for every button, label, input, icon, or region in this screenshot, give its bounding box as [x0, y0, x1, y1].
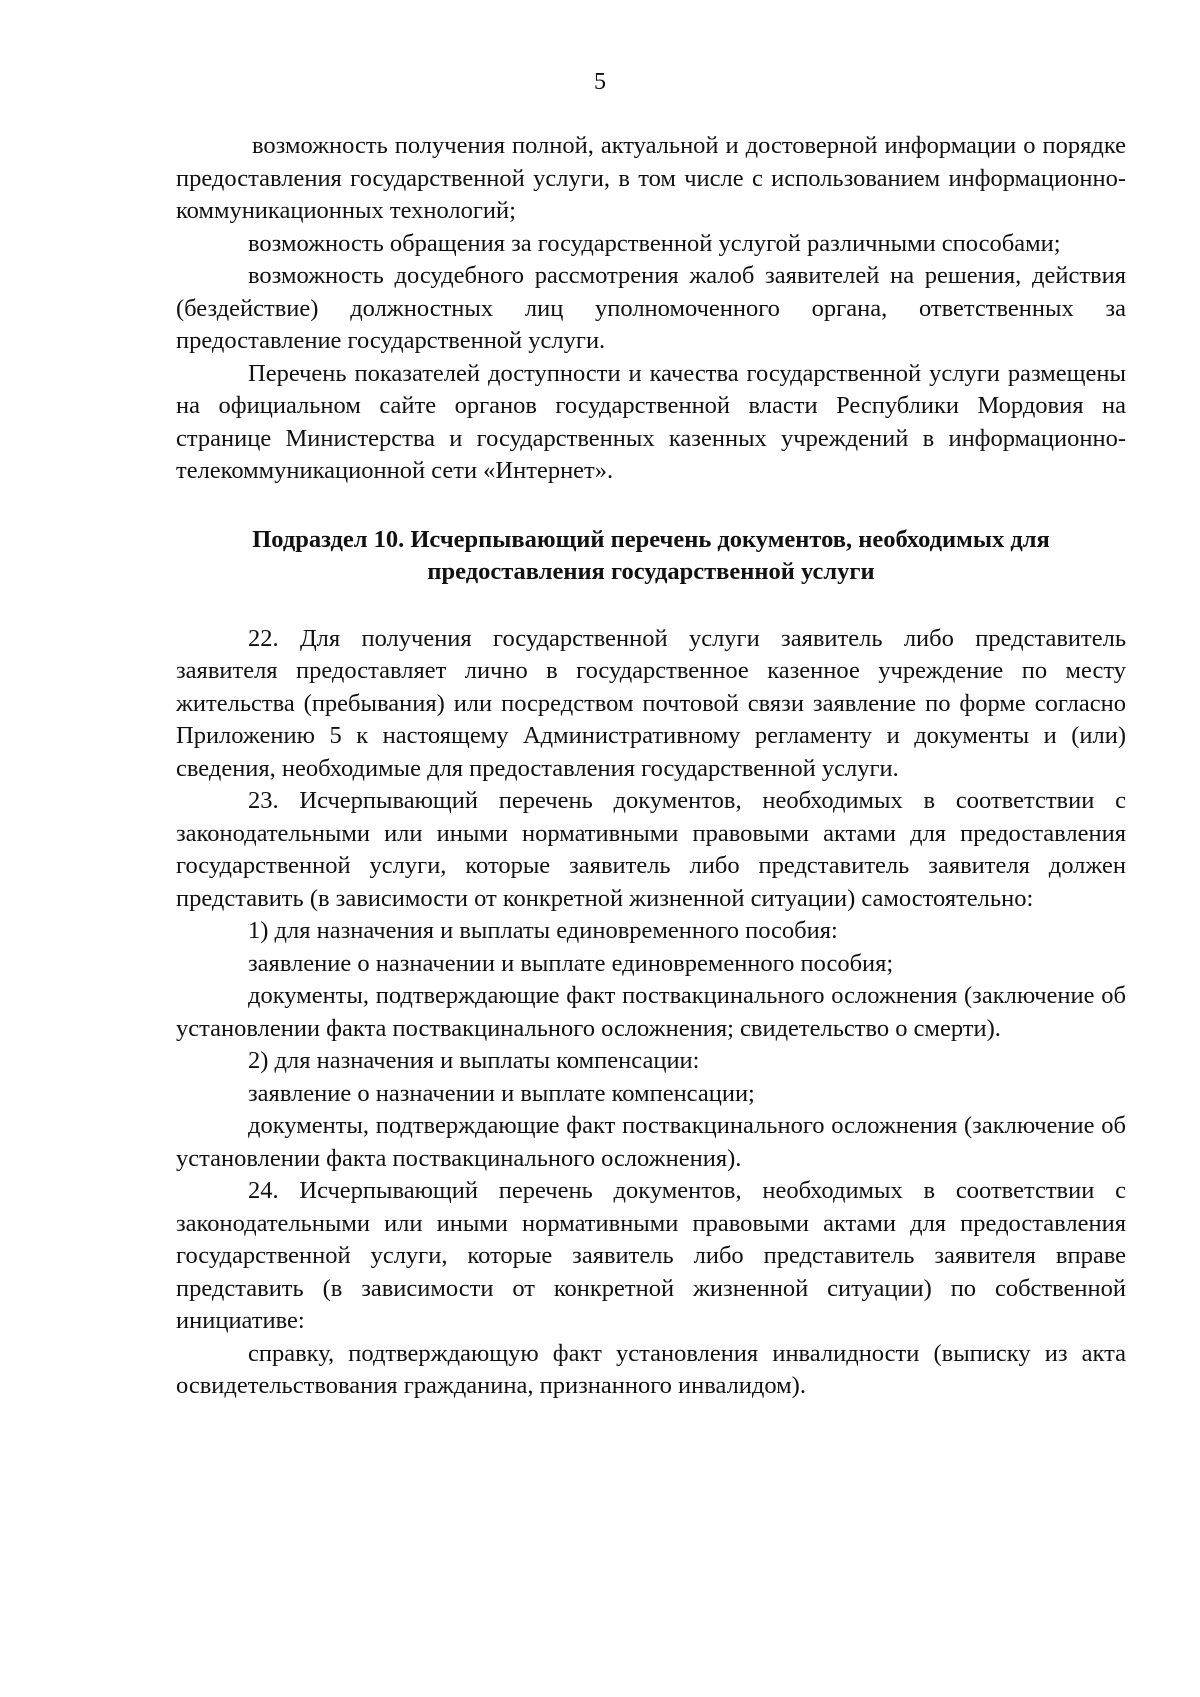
paragraph-item-22: 22. Для получения государственной услуги заявитель либо представитель заявителя предоставляет лично в государственное казенное учреждение по месту жительства (пребывания) или посредством почтовой связи заявление по форме согласно Приложению 5 к настоящему Административному регламенту и документы и (или) сведения, необходимые для предоставления государственной услуги.	[176, 624, 1126, 782]
subsection-heading	[176, 524, 1126, 589]
subsection-heading-line1: Подраздел 10. Исчерпывающий перечень документов, необходимых для	[252, 525, 1050, 553]
paragraph-item-23: 23. Исчерпывающий перечень документов, необходимых в соответствии с законодательными или иными нормативными правовыми актами для предоставления государственной услуги, которые заявитель либо представитель заявителя должен представить (в зависимости от конкретной жизненной ситуации) самостоятельно:	[176, 787, 1126, 912]
paragraph-disability-certificate: справку, подтверждающую факт установления инвалидности (выписку из акта освидетельствования гражданина, признанного инвалидом).	[176, 1339, 1126, 1399]
paragraph-lump-sum-documents: документы, подтверждающие факт поствакцинального осложнения (заключение об установлении факта поствакцинального осложнения; свидетельство о смерти).	[176, 982, 1126, 1042]
document-body	[176, 130, 1126, 1403]
paragraph-compensation-documents: документы, подтверждающие факт поствакцинального осложнения (заключение об установлении факта поствакцинального осложнения).	[176, 1112, 1126, 1172]
spacer	[176, 488, 1126, 524]
paragraph-lump-sum-application: заявление о назначении и выплате единовременного пособия;	[248, 949, 894, 977]
paragraph-subitem-2: 2) для назначения и выплаты компенсации:	[248, 1047, 700, 1074]
paragraph-indicators: Перечень показателей доступности и качества государственной услуги размещены на официальном сайте органов государственной власти Республики Мордовия на странице Министерства и государственных казенных учреждений в информационно-телекоммуникационной сети «Интернет».	[176, 359, 1126, 484]
paragraph-appeal: возможность досудебного рассмотрения жалоб заявителей на решения, действия (бездействие) должностных лиц уполномоченного органа, ответственных за предоставление государственной услуги.	[176, 262, 1126, 354]
spacer	[176, 589, 1126, 623]
paragraph-info-access: возможность получения полной, актуальной и достоверной информации о порядке предоставления государственной услуги, в том числе с использованием информационно-коммуникационных технологий;	[176, 132, 1126, 224]
subsection-heading-line2: предоставления государственной услуги	[427, 558, 875, 585]
paragraph-request-methods: возможность обращения за государственной услугой различными способами;	[248, 229, 1061, 257]
page-number: 5	[594, 69, 606, 95]
paragraph-subitem-1: 1) для назначения и выплаты единовременного пособия:	[248, 917, 838, 944]
paragraph-item-24: 24. Исчерпывающий перечень документов, необходимых в соответствии с законодательными или иными нормативными правовыми актами для предоставления государственной услуги, которые заявитель либо представитель заявителя вправе представить (в зависимости от конкретной жизненной ситуации) по собственной инициативе:	[176, 1177, 1126, 1334]
paragraph-compensation-application: заявление о назначении и выплате компенсации;	[248, 1079, 755, 1107]
